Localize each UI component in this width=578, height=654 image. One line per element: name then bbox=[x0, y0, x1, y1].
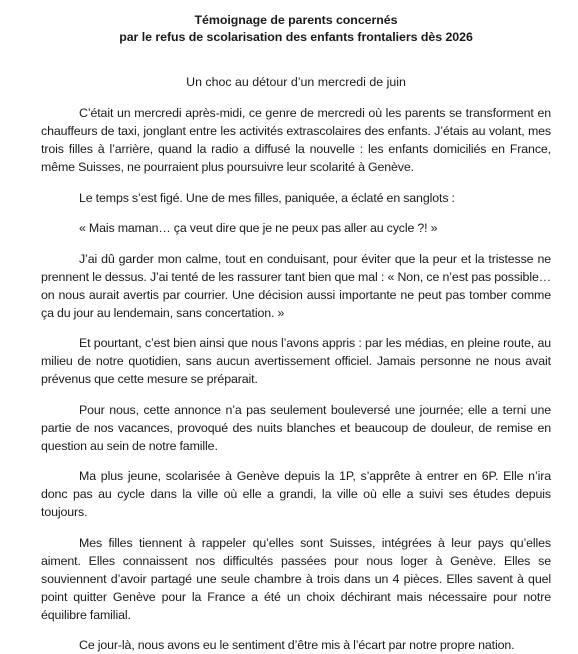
paragraph: J’ai dû garder mon calme, tout en conduisant, pour éviter que la peur et la tristesse ne prennent le dessus. J’ai tenté de les rassurer tant bien que mal : « Non, ce n’est pas possible… on nous aurait avertis par courrier. Une décision aussi importante ne peut pas tomber comme ça du jour au lendemain, sans concertation. » bbox=[41, 251, 551, 320]
paragraph-quote: « Mais maman… ça veut dire que je ne peux pas aller au cycle ?! » bbox=[79, 221, 438, 235]
section-subtitle: Un choc au détour d’un mercredi de juin bbox=[186, 75, 406, 89]
paragraph-closing: Ce jour-là, nous avons eu le sentiment d’être mis à l’écart par notre propre nation. bbox=[79, 638, 515, 652]
title-line-2: par le refus de scolarisation des enfants frontaliers dès 2026 bbox=[119, 30, 473, 44]
paragraph: Mes filles tiennent à rappeler qu’elles sont Suisses, intégrées à leur pays qu’elles aiment. Elles connaissent nos difficultés passées pour nous loger à Genève. Elles se souviennent d’avoir partagé une seule chambre à trois dans un 4 pièces. Elles savent à quel point quitter Genève pour la France a été un choix déchirant mais nécessaire pour notre équilibre familial. bbox=[41, 535, 551, 622]
paragraph: Pour nous, cette annonce n’a pas seulement bouleversé une journée; elle a terni une partie de nos vacances, provoqué des nuits blanches et beaucoup de douleur, de remise en question au sein de notre famille. bbox=[41, 402, 551, 453]
paragraph: C’était un mercredi après-midi, ce genre de mercredi où les parents se transforment en chauffeurs de taxi, jonglant entre les activités extrascolaires des enfants. J’étais au volant, mes trois filles à l’arrière, quand la radio a diffusé la nouvelle : les enfants domiciliés en France, même Suisses, ne pourraient plus poursuivre leur scolarité à Genève. bbox=[41, 106, 551, 174]
title-line-1: Témoignage de parents concernés bbox=[194, 13, 398, 27]
document-body bbox=[41, 104, 551, 654]
paragraph: Ma plus jeune, scolarisée à Genève depuis la 1P, s’apprête à entrer en 6P. Elle n’ira donc pas au cycle dans la ville où elle a grandi, la ville où elle a suivi ses études depuis toujours. bbox=[41, 469, 551, 519]
paragraph: Et pourtant, c’est bien ainsi que nous l’avons appris : par les médias, en pleine route, au milieu de notre quotidien, sans aucun avertissement officiel. Jamais personne ne nous avait prévenus que cette mesure se préparait. bbox=[41, 336, 551, 386]
paragraph: Le temps s’est figé. Une de mes filles, paniquée, a éclaté en sanglots : bbox=[79, 190, 455, 205]
document-title bbox=[41, 12, 551, 46]
